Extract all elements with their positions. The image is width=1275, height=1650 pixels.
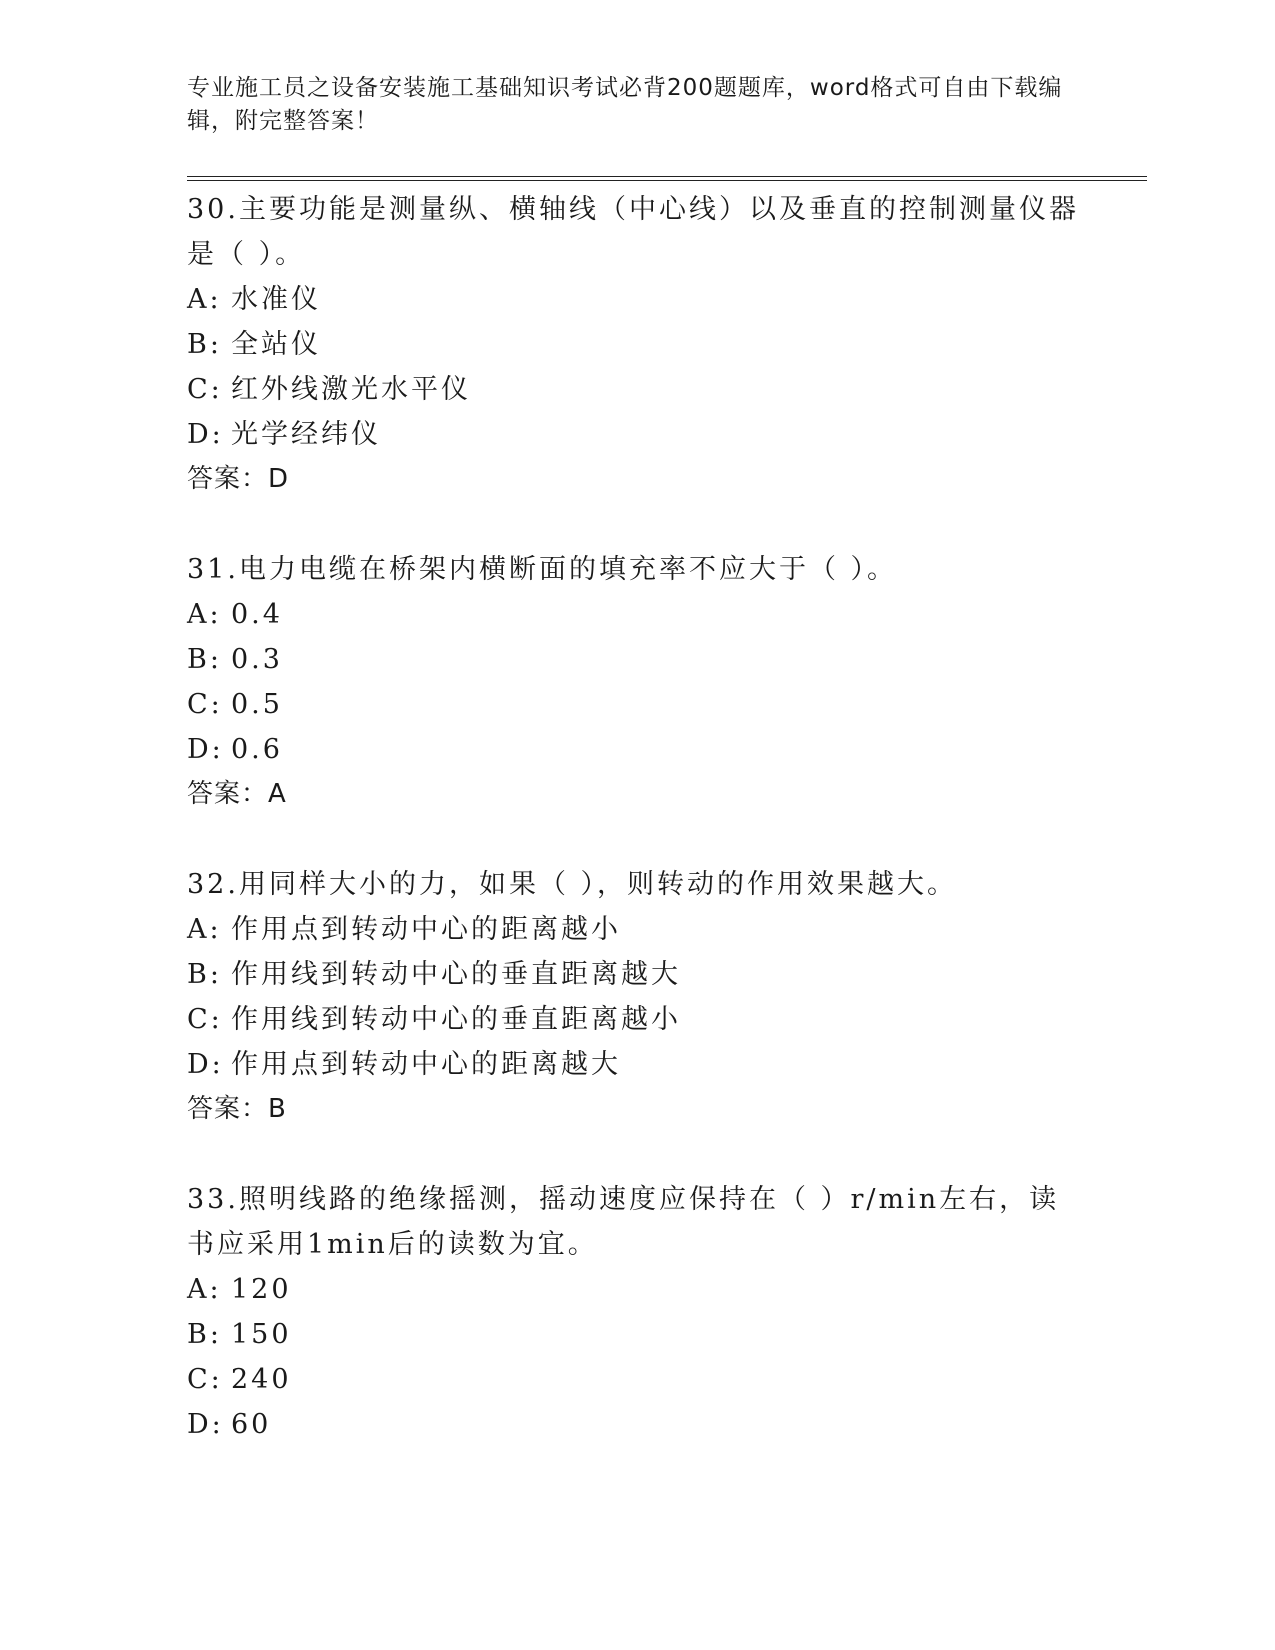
option-text: 作用点到转动中心的距离越小 — [231, 914, 621, 945]
header-double-rule — [187, 176, 1147, 181]
option-letter: C: — [187, 689, 223, 720]
option-letter: D: — [187, 1049, 224, 1080]
option-c — [187, 997, 1147, 1042]
option-b — [187, 637, 1147, 682]
option-letter: D: — [187, 419, 224, 450]
option-letter: D: — [187, 734, 224, 765]
option-text: 0.4 — [231, 599, 283, 630]
option-b — [187, 1312, 1147, 1357]
answer-line: 答案：B — [187, 1094, 287, 1124]
option-text: 0.3 — [231, 644, 283, 675]
option-a — [187, 907, 1147, 952]
option-d — [187, 727, 1147, 772]
option-c — [187, 367, 1147, 412]
option-text: 作用线到转动中心的垂直距离越小 — [231, 1004, 681, 1035]
option-text: 光学经纬仪 — [231, 419, 381, 450]
option-text: 0.5 — [231, 689, 283, 720]
option-text: 红外线激光水平仪 — [231, 374, 471, 405]
answer-line: 答案：A — [187, 779, 287, 809]
option-a — [187, 592, 1147, 637]
option-letter: D: — [187, 1409, 224, 1440]
option-letter: A: — [187, 1274, 222, 1305]
question-stem: 32.用同样大小的力，如果（ ），则转动的作用效果越大。 — [187, 869, 958, 900]
option-text: 60 — [231, 1409, 272, 1440]
option-b — [187, 952, 1147, 997]
option-a — [187, 1267, 1147, 1312]
option-letter: C: — [187, 1004, 223, 1035]
option-a — [187, 277, 1147, 322]
answer-line: 答案：D — [187, 464, 290, 494]
option-text: 0.6 — [231, 734, 283, 765]
option-letter: C: — [187, 1364, 223, 1395]
option-text: 150 — [231, 1319, 292, 1350]
option-letter: C: — [187, 374, 223, 405]
option-c — [187, 682, 1147, 727]
option-text: 120 — [231, 1274, 292, 1305]
option-letter: B: — [187, 959, 222, 990]
option-d — [187, 1402, 1147, 1447]
question-31 — [187, 547, 1147, 817]
question-stem: 33.照明线路的绝缘摇测，摇动速度应保持在（ ）r/min左右，读书应采用1min后的读数为宜。 — [187, 1184, 1060, 1260]
option-text: 作用点到转动中心的距离越大 — [231, 1049, 621, 1080]
question-32 — [187, 862, 1147, 1132]
document-page — [187, 72, 1147, 1492]
option-letter: A: — [187, 914, 222, 945]
option-c — [187, 1357, 1147, 1402]
option-text: 全站仪 — [231, 329, 321, 360]
option-d — [187, 412, 1147, 457]
option-letter: A: — [187, 284, 222, 315]
question-stem: 30.主要功能是测量纵、横轴线（中心线）以及垂直的控制测量仪器是（ ）。 — [187, 194, 1079, 270]
option-text: 水准仪 — [231, 284, 321, 315]
question-list — [187, 187, 1147, 1447]
option-letter: B: — [187, 1319, 222, 1350]
option-letter: A: — [187, 599, 222, 630]
question-stem: 31.电力电缆在桥架内横断面的填充率不应大于（ ）。 — [187, 554, 898, 585]
option-letter: B: — [187, 329, 222, 360]
question-33 — [187, 1177, 1147, 1447]
option-text: 作用线到转动中心的垂直距离越大 — [231, 959, 681, 990]
option-d — [187, 1042, 1147, 1087]
option-b — [187, 322, 1147, 367]
question-30 — [187, 187, 1147, 502]
option-letter: B: — [187, 644, 222, 675]
option-text: 240 — [231, 1364, 292, 1395]
document-header: 专业施工员之设备安装施工基础知识考试必背200题题库，word格式可自由下载编辑，附完整答案！ — [187, 75, 1063, 134]
